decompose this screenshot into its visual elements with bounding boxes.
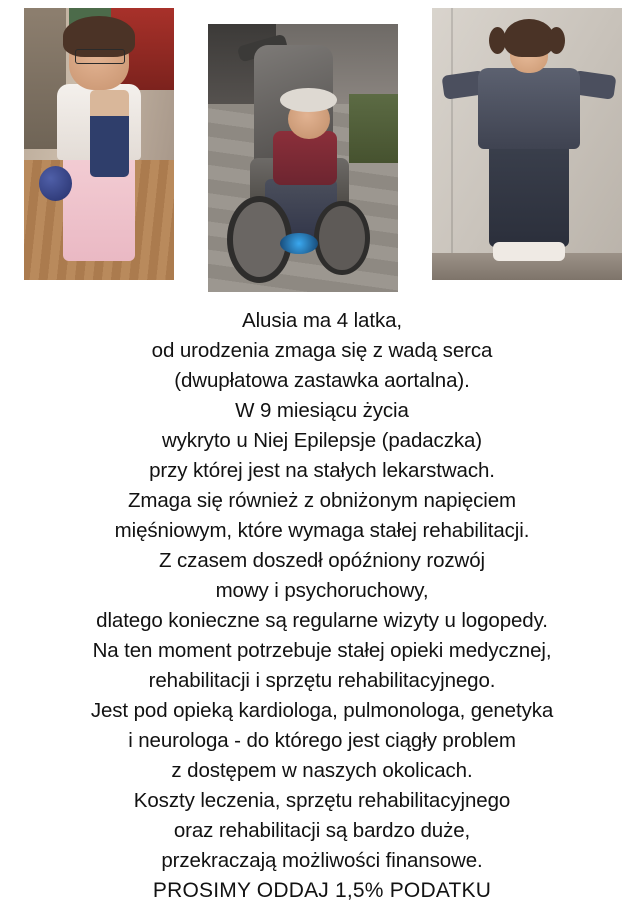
- photo-strip: [0, 0, 644, 292]
- story-line-16: z dostępem w naszych okolicach.: [171, 759, 473, 782]
- story-line-11: dlatego konieczne są regularne wizyty u logopedy.: [96, 609, 548, 632]
- story-line-1: Alusia ma 4 latka,: [242, 309, 402, 332]
- story-line-6: przy której jest na stałych lekarstwach.: [149, 459, 495, 482]
- story-line-10: mowy i psychoruchowy,: [215, 579, 429, 602]
- story-line-17: Koszty leczenia, sprzętu rehabilitacyjnego: [133, 789, 511, 812]
- story-line-3: (dwupłatowa zastawka aortalna).: [174, 369, 470, 392]
- photo-girl-in-wheelchair: [208, 24, 398, 292]
- story-line-15: i neurologa - do którego jest ciągły problem: [128, 729, 516, 752]
- story-line-12: Na ten moment potrzebuje stałej opieki medycznej,: [92, 639, 552, 662]
- story-line-18: oraz rehabilitacji są bardzo duże,: [173, 819, 471, 842]
- story-line-2: od urodzenia zmaga się z wadą serca: [151, 339, 493, 362]
- story-line-9: Z czasem doszedł opóźniony rozwój: [159, 549, 485, 572]
- story-line-7: Zmaga się również z obniżonym napięciem: [127, 489, 517, 512]
- story-line-5: wykryto u Niej Epilepsje (padaczka): [161, 429, 483, 452]
- story-line-13: rehabilitacji i sprzętu rehabilitacyjnego.: [148, 669, 496, 692]
- tax-appeal-line: PROSIMY ODDAJ 1,5% PODATKU: [152, 879, 492, 902]
- story-line-8: mięśniowym, które wymaga stałej rehabilitacji.: [114, 519, 530, 542]
- story-text: [0, 306, 644, 906]
- story-line-14: Jest pod opieką kardiologa, pulmonologa, genetyka: [90, 699, 554, 722]
- photo-girl-with-doll: [24, 8, 174, 280]
- story-line-4: W 9 miesiącu życia: [235, 399, 409, 422]
- photo-girl-standing-by-wall: [432, 8, 622, 280]
- story-line-19: przekraczają możliwości finansowe.: [161, 849, 483, 872]
